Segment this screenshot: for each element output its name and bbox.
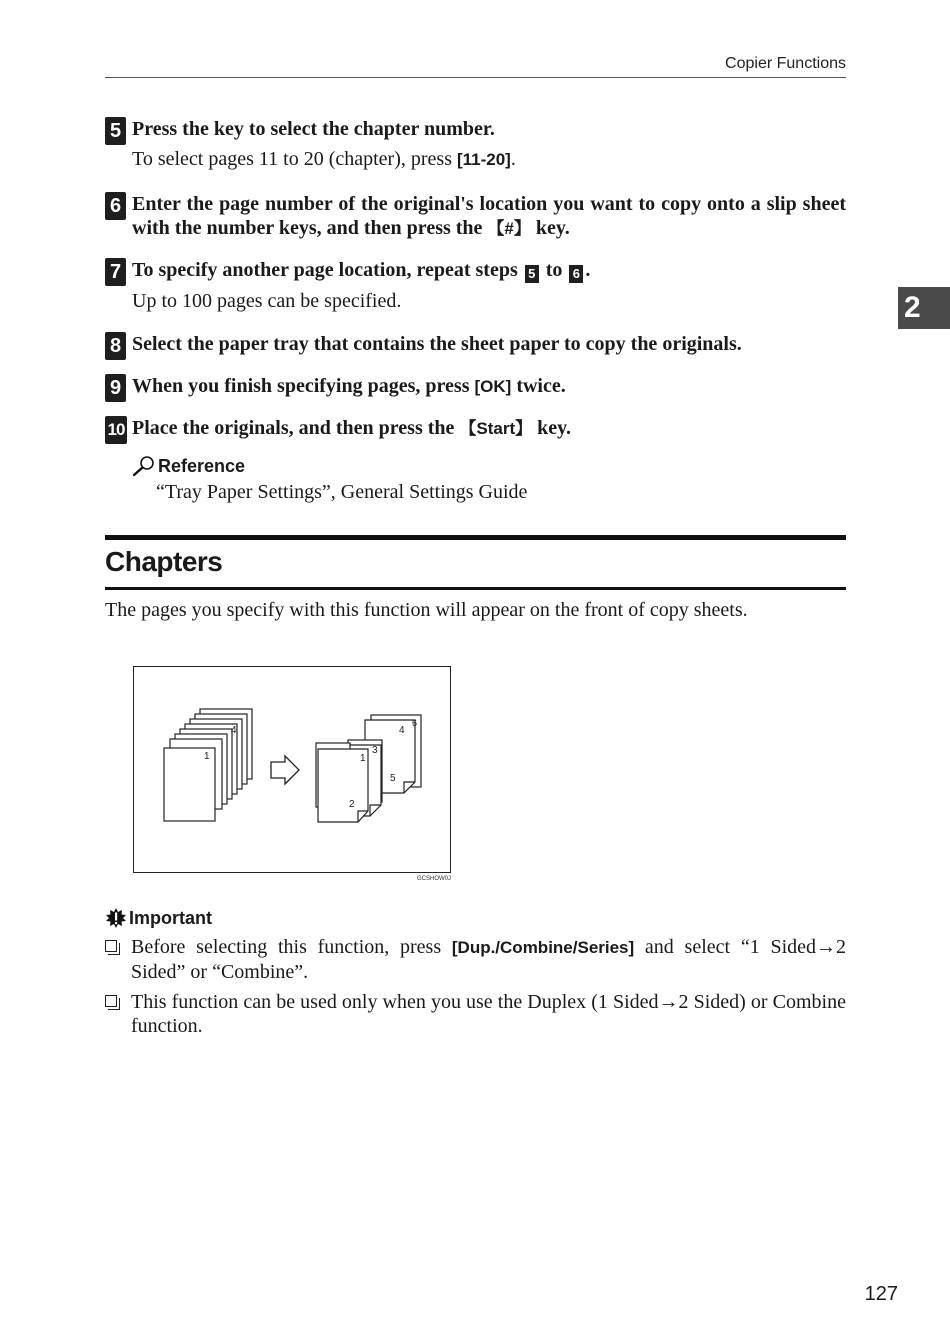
reference-heading: Reference	[132, 455, 527, 477]
checkbox-bullet-icon	[105, 940, 117, 952]
page-label: 1	[204, 751, 210, 762]
key-label: [OK]	[474, 377, 512, 396]
section-rule-top	[105, 535, 846, 540]
step-9	[105, 374, 846, 399]
header-rule	[105, 77, 846, 78]
important-bullet: This function can be used only when you use the Duplex (1 Sided→2 Sided) or Combine function.	[105, 990, 846, 1038]
page-label: 1	[360, 753, 366, 764]
step-6	[105, 192, 846, 241]
step-ref-badge: 5	[525, 265, 539, 283]
important-bullet: Before selecting this function, press [Dup./Combine/Series] and select “1 Sided→2 Sided” or “Combine”.	[105, 935, 846, 984]
important-heading: Important	[105, 907, 212, 929]
step-5	[105, 117, 846, 172]
step-number: 10	[105, 416, 127, 444]
step-text: When you finish specifying pages, press [OK] twice.	[132, 375, 566, 397]
step-10	[105, 416, 846, 441]
arrow-right-icon	[271, 756, 299, 784]
reference-text: “Tray Paper Settings”, General Settings Guide	[156, 481, 528, 503]
section-intro: The pages you specify with this function will appear on the front of copy sheets.	[105, 599, 748, 621]
step-number: 5	[105, 117, 126, 145]
page-label: 4	[231, 725, 237, 736]
step-number: 6	[105, 192, 126, 220]
running-header: Copier Functions	[725, 55, 846, 72]
key-label: [11-20]	[456, 150, 511, 169]
key-label: [Dup./Combine/Series]	[451, 938, 635, 957]
page-label: 3	[372, 745, 378, 756]
section-title: Chapters	[105, 546, 223, 577]
page-label: 2	[349, 799, 355, 810]
step-text: Enter the page number of the original's location you want to copy onto a slip sheet with the number keys, and then press the 【#】 key.	[132, 193, 846, 239]
step-number: 9	[105, 374, 126, 402]
page-number: 127	[864, 1283, 898, 1305]
page-label: 4	[399, 725, 405, 736]
step-number: 8	[105, 332, 126, 360]
step-text: Press the key to select the chapter number.	[132, 118, 495, 140]
page-label: 6	[412, 718, 418, 728]
chapters-diagram	[134, 667, 449, 871]
step-note: Up to 100 pages can be specified.	[132, 290, 402, 312]
step-text: Select the paper tray that contains the sheet paper to copy the originals.	[132, 333, 742, 355]
reference-note	[132, 455, 527, 504]
key-label: 【Start】	[459, 419, 533, 438]
section-rule-bottom	[105, 587, 846, 590]
chapters-illustration	[133, 666, 451, 873]
key-label: 【#】	[487, 219, 531, 238]
step-text: Place the originals, and then press the 【Start】 key.	[132, 417, 572, 439]
step-note: To select pages 11 to 20 (chapter), press [11-20].	[132, 148, 516, 170]
magnifier-icon	[132, 455, 156, 477]
step-8	[105, 332, 846, 356]
step-text: To specify another page location, repeat steps 5 to 6 .	[132, 259, 591, 281]
step-7	[105, 258, 846, 313]
figure-code: GCSHOW0J	[417, 876, 452, 882]
step-ref-badge: 6	[569, 265, 583, 283]
page-label: 5	[390, 773, 396, 784]
chapter-tab: 2	[898, 287, 950, 329]
step-number: 7	[105, 258, 126, 286]
checkbox-bullet-icon	[105, 995, 117, 1007]
important-icon	[105, 907, 127, 929]
